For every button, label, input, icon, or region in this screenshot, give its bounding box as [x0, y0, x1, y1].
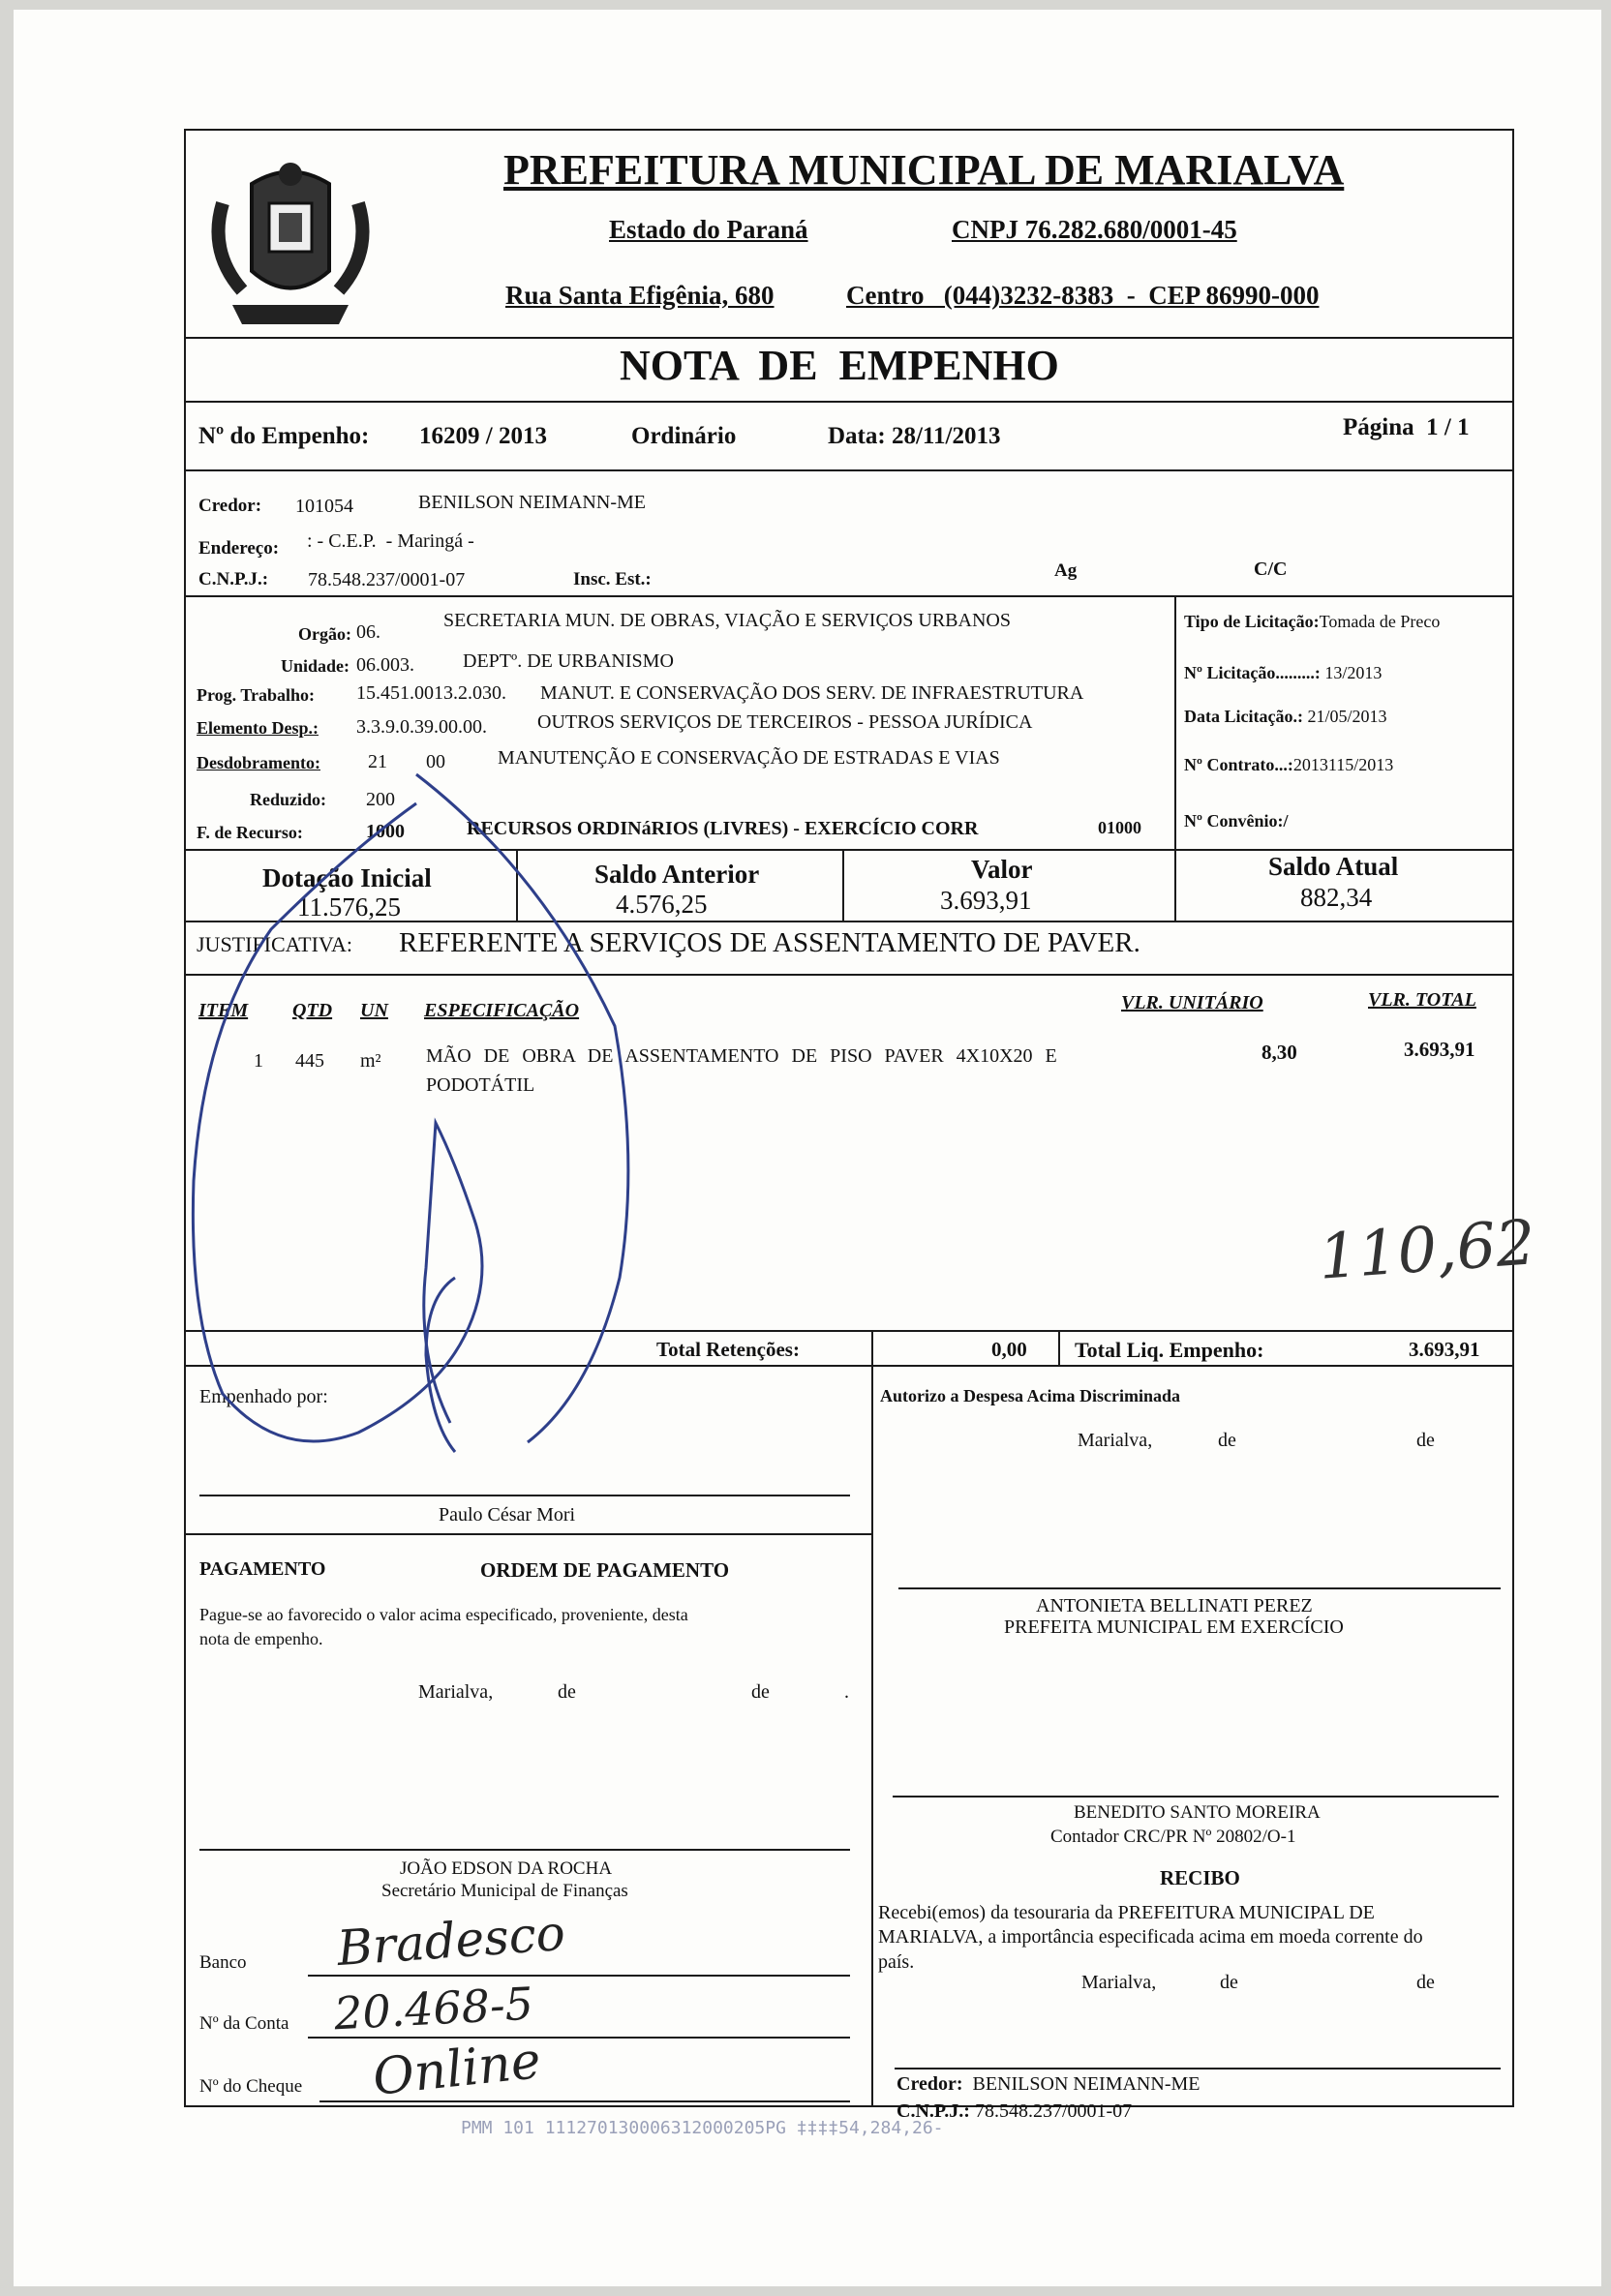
- data-licitacao: Data Licitação.: 21/05/2013: [1184, 707, 1387, 726]
- divider: [516, 849, 518, 921]
- signature-line: [895, 2068, 1501, 2069]
- coat-of-arms-logo: [194, 145, 387, 339]
- recurso-desc: RECURSOS ORDINáRIOS (LIVRES) - EXERCÍCIO CORR: [467, 818, 979, 839]
- col-espec-header: ESPECIFICAÇÃO: [424, 1000, 580, 1021]
- recibo-line1: Recebi(emos) da tesouraria da PREFEITURA MUNICIPAL DE: [878, 1902, 1375, 1923]
- empenho-number: 16209 / 2013: [419, 423, 547, 449]
- elemento-desc: OUTROS SERVIÇOS DE TERCEIROS - PESSOA JURÍDICA: [537, 711, 1033, 733]
- dotacao-label: Dotação Inicial: [262, 863, 432, 892]
- footer-stamp: PMM 101 111270130006312000205PG ‡‡‡‡54,284,26-: [461, 2118, 944, 2138]
- ordem-pagamento-label: ORDEM DE PAGAMENTO: [480, 1558, 730, 1582]
- row-total-value: 3.693,91: [1404, 1038, 1475, 1061]
- divider: [842, 849, 844, 921]
- secretario-title: Secretário Municipal de Finanças: [381, 1881, 628, 1901]
- cnpj-header: CNPJ 76.282.680/0001-45: [952, 215, 1237, 244]
- autorizo-place: Marialva,: [1078, 1430, 1153, 1451]
- justificativa-text: REFERENTE A SERVIÇOS DE ASSENTAMENTO DE PAVER.: [399, 927, 1140, 958]
- insc-est-label: Insc. Est.:: [573, 569, 652, 589]
- liquido-label: Total Liq. Empenho:: [1075, 1338, 1264, 1362]
- recurso-number: 01000: [1098, 818, 1141, 837]
- recurso-code: 1000: [366, 821, 405, 842]
- unidade-desc: DEPTº. DE URBANISMO: [463, 650, 674, 672]
- address-label: Rua Santa Efigênia, 680: [505, 281, 775, 310]
- cheque-label: Nº do Cheque: [199, 2076, 303, 2097]
- cnpj-value: 78.548.237/0001-07: [308, 569, 466, 590]
- recibo-cnpj: C.N.P.J.: 78.548.237/0001-07: [897, 2100, 1133, 2122]
- numero-convenio: Nº Convênio:/: [1184, 811, 1289, 831]
- recurso-label: F. de Recurso:: [197, 823, 303, 842]
- endereco-value: : - C.E.P. - Maringá -: [307, 530, 474, 552]
- col-un-header: UN: [360, 1000, 388, 1021]
- empenhado-label: Empenhado por:: [199, 1386, 328, 1407]
- divider: [184, 1533, 873, 1535]
- divider: [871, 1365, 873, 2106]
- divider: [184, 469, 1512, 471]
- recibo-credor: Credor: BENILSON NEIMANN-ME: [897, 2073, 1201, 2095]
- numero-contrato: Nº Contrato...:2013115/2013: [1184, 755, 1394, 774]
- page-number: Página 1 / 1: [1343, 414, 1470, 440]
- liquido-value: 3.693,91: [1409, 1338, 1480, 1361]
- row-unit-value: 8,30: [1261, 1041, 1297, 1064]
- secretario-name: JOÃO EDSON DA ROCHA: [400, 1858, 613, 1879]
- signature-line: [199, 1495, 850, 1496]
- recibo-place: Marialva,: [1081, 1972, 1157, 1993]
- contador-title: Contador CRC/PR Nº 20802/O-1: [1050, 1827, 1296, 1847]
- col-total-header: VLR. TOTAL: [1368, 989, 1476, 1011]
- programa-code: 15.451.0013.2.030.: [356, 682, 506, 704]
- pagamento-text1: Pague-se ao favorecido o valor acima especificado, proveniente, desta: [199, 1605, 688, 1624]
- prefeita-name: ANTONIETA BELLINATI PEREZ: [1036, 1595, 1313, 1616]
- col-item-header: ITEM: [198, 1000, 249, 1021]
- orgao-label: Orgão:: [298, 624, 351, 644]
- elemento-label: Elemento Desp.:: [197, 718, 319, 738]
- pagamento-dot: .: [844, 1681, 849, 1703]
- dotacao-value: 11.576,25: [297, 892, 401, 921]
- desdobramento-label: Desdobramento:: [197, 753, 320, 772]
- autorizo-label: Autorizo a Despesa Acima Discriminada: [880, 1386, 1180, 1405]
- programa-desc: MANUT. E CONSERVAÇÃO DOS SERV. DE INFRAESTRUTURA: [540, 682, 1084, 704]
- elemento-code: 3.3.9.0.39.00.00.: [356, 716, 487, 738]
- desdobramento-b: 00: [426, 751, 445, 772]
- contador-name: BENEDITO SANTO MOREIRA: [1074, 1802, 1321, 1823]
- empenho-type: Ordinário: [631, 423, 737, 449]
- divider: [184, 595, 1512, 597]
- row-espec-line2: PODOTÁTIL: [426, 1074, 535, 1096]
- saldo-anterior-label: Saldo Anterior: [594, 860, 760, 889]
- pagamento-de2: de: [751, 1681, 770, 1703]
- col-unit-header: VLR. UNITÁRIO: [1121, 992, 1263, 1013]
- credor-code: 101054: [295, 496, 353, 517]
- document-title: NOTA DE EMPENHO: [620, 342, 1059, 389]
- recibo-line3: país.: [878, 1951, 915, 1973]
- signature-line: [893, 1796, 1499, 1798]
- row-espec-line1: MÃO DE OBRA DE ASSENTAMENTO DE PISO PAVER 4X10X20 E: [426, 1045, 1057, 1067]
- programa-label: Prog. Trabalho:: [197, 685, 316, 705]
- empenho-number-label: Nº do Empenho:: [198, 423, 370, 449]
- reduzido-value: 200: [366, 789, 395, 810]
- endereco-label: Endereço:: [198, 538, 280, 559]
- row-qtd: 445: [295, 1050, 324, 1072]
- orgao-desc: SECRETARIA MUN. DE OBRAS, VIAÇÃO E SERVIÇOS URBANOS: [443, 610, 1011, 631]
- divider: [184, 849, 1512, 851]
- empenho-date: Data: 28/11/2013: [828, 423, 1001, 449]
- col-qtd-header: QTD: [292, 1000, 333, 1021]
- banco-label: Banco: [199, 1952, 247, 1973]
- cnpj-label: C.N.P.J.:: [198, 569, 269, 589]
- municipality-title: PREFEITURA MUNICIPAL DE MARIALVA: [503, 146, 1345, 194]
- retencoes-value: 0,00: [991, 1338, 1027, 1361]
- divider: [184, 401, 1512, 403]
- divider: [1174, 849, 1176, 921]
- divider: [1174, 595, 1176, 849]
- orgao-code: 06.: [356, 621, 380, 643]
- credor-name: BENILSON NEIMANN-ME: [418, 492, 646, 513]
- tipo-licitacao: Tipo de Licitação:Tomada de Preco: [1184, 612, 1441, 631]
- recibo-line2: MARIALVA, a importância especificada acima em moeda corrente do: [878, 1926, 1423, 1948]
- conta-handwritten: 20.468-5: [332, 1977, 535, 2040]
- reduzido-label: Reduzido:: [250, 790, 327, 809]
- valor-label: Valor: [971, 855, 1033, 884]
- conta-label: Nº da Conta: [199, 2013, 289, 2034]
- row-un: m²: [360, 1050, 381, 1072]
- state-label: Estado do Paraná: [609, 215, 808, 244]
- banco-line: [308, 1975, 850, 1977]
- divider: [871, 1330, 873, 1365]
- pagamento-place: Marialva,: [418, 1681, 494, 1703]
- pagamento-de1: de: [558, 1681, 576, 1703]
- agency-label: Ag: [1054, 560, 1078, 581]
- justificativa-label: JUSTIFICATIVA:: [197, 932, 352, 956]
- saldo-atual-label: Saldo Atual: [1268, 852, 1399, 881]
- account-label: C/C: [1254, 559, 1288, 580]
- divider: [184, 1330, 1512, 1332]
- handwritten-note: 110,62: [1316, 1207, 1538, 1294]
- cheque-handwritten: Online: [370, 2032, 544, 2107]
- banco-handwritten: Bradesco: [335, 1904, 567, 1978]
- autorizo-de2: de: [1416, 1430, 1435, 1451]
- unidade-code: 06.003.: [356, 654, 414, 676]
- pagamento-label: PAGAMENTO: [199, 1558, 326, 1580]
- signature-line: [199, 1849, 850, 1851]
- divider: [184, 1365, 1512, 1367]
- divider: [1058, 1330, 1060, 1365]
- row-item: 1: [254, 1050, 263, 1072]
- unidade-label: Unidade:: [281, 656, 350, 676]
- numero-licitacao: Nº Licitação.........: 13/2013: [1184, 663, 1383, 682]
- saldo-anterior-value: 4.576,25: [616, 890, 708, 919]
- recibo-de2: de: [1416, 1972, 1435, 1993]
- valor-value: 3.693,91: [940, 886, 1032, 915]
- empenhado-name: Paulo César Mori: [439, 1504, 576, 1526]
- divider: [184, 974, 1512, 976]
- saldo-atual-value: 882,34: [1300, 883, 1373, 912]
- autorizo-de1: de: [1218, 1430, 1236, 1451]
- signature-line: [898, 1587, 1501, 1589]
- prefeita-title: PREFEITA MUNICIPAL EM EXERCÍCIO: [1004, 1616, 1344, 1638]
- district-phone-label: Centro (044)3232-8383 - CEP 86990-000: [846, 281, 1320, 310]
- credor-label: Credor:: [198, 496, 262, 516]
- retencoes-label: Total Retenções:: [656, 1338, 800, 1361]
- recibo-de1: de: [1220, 1972, 1238, 1993]
- pagamento-text2: nota de empenho.: [199, 1629, 323, 1648]
- desdobramento-desc: MANUTENÇÃO E CONSERVAÇÃO DE ESTRADAS E VIAS: [498, 747, 1000, 769]
- desdobramento-a: 21: [368, 751, 387, 772]
- recibo-title: RECIBO: [1160, 1866, 1240, 1889]
